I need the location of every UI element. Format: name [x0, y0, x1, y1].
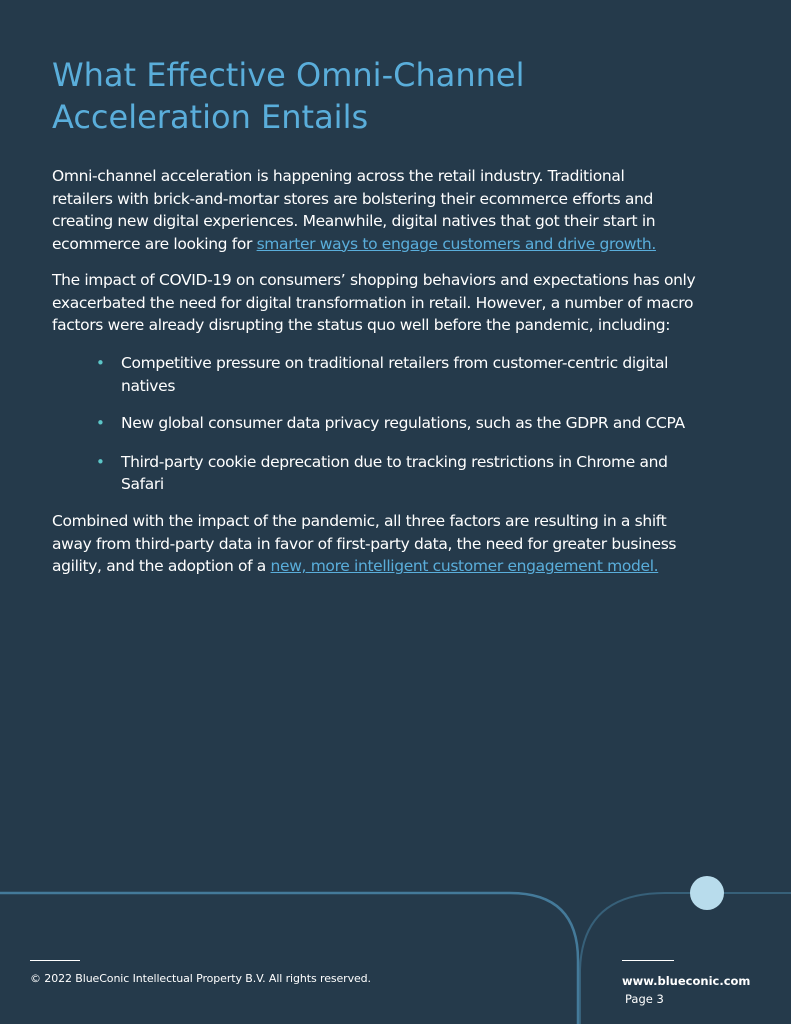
list-item: [96, 412, 716, 435]
list-item-line: Third-party cookie deprecation due to tracking restrictions in Chrome and: [121, 452, 668, 471]
paragraph-line: creating new digital experiences. Meanwhile, digital natives that got their start in: [52, 212, 656, 230]
list-item: [96, 451, 716, 496]
footer-divider-left: [30, 960, 80, 961]
macro-factors-list: [96, 352, 716, 496]
impact-paragraph: [52, 269, 732, 337]
page-title-line-1: What Effective Omni-Channel: [52, 56, 525, 94]
paragraph-line: Omni-channel acceleration is happening across the retail industry. Traditional: [52, 167, 625, 185]
website-link[interactable]: www.blueconic.com: [622, 974, 751, 988]
paragraph-line-text: ecommerce are looking for: [52, 234, 257, 253]
smarter-ways-link[interactable]: smarter ways to engage customers and drive growth.: [256, 234, 656, 253]
list-item-line: Competitive pressure on traditional retailers from customer-centric digital: [121, 354, 669, 372]
page-title-line-2: Acceleration Entails: [52, 98, 369, 136]
copyright-notice: © 2022 BlueConic Intellectual Property B.V. All rights reserved.: [30, 972, 371, 985]
footer-decoration: [0, 860, 791, 1024]
list-item-line: natives: [121, 376, 176, 395]
bullet-icon: •: [96, 452, 105, 471]
paragraph-line: away from third-party data in favor of first-party data, the need for greater business: [52, 534, 677, 553]
paragraph-line: The impact of COVID-19 on consumers’ shopping behaviors and expectations has only: [52, 271, 696, 289]
bullet-icon: •: [96, 354, 105, 372]
engagement-model-link[interactable]: new, more intelligent customer engagement model.: [270, 557, 659, 575]
list-item-line: Safari: [121, 475, 164, 493]
decor-curve-left: [0, 893, 578, 1024]
decor-circle: [690, 876, 724, 910]
decor-curve-right: [580, 893, 791, 1024]
list-item: [96, 352, 716, 397]
paragraph-line: retailers with brick-and-mortar stores are bolstering their ecommerce efforts and: [52, 189, 653, 208]
paragraph-line: [52, 233, 732, 256]
list-item-line: New global consumer data privacy regulations, such as the GDPR and CCPA: [121, 414, 685, 432]
page-number: Page 3: [625, 992, 664, 1006]
paragraph-line: [52, 555, 732, 578]
conclusion-paragraph: [52, 510, 732, 578]
paragraph-line: Combined with the impact of the pandemic, all three factors are resulting in a shift: [52, 512, 667, 530]
paragraph-line: exacerbated the need for digital transformation in retail. However, a number of macro: [52, 293, 694, 312]
footer-divider-right: [622, 960, 674, 961]
intro-paragraph: [52, 165, 732, 255]
paragraph-line-text: agility, and the adoption of a: [52, 557, 271, 575]
bullet-icon: •: [96, 414, 105, 432]
page-title: [52, 54, 692, 138]
paragraph-line: factors were already disrupting the status quo well before the pandemic, including:: [52, 316, 671, 334]
